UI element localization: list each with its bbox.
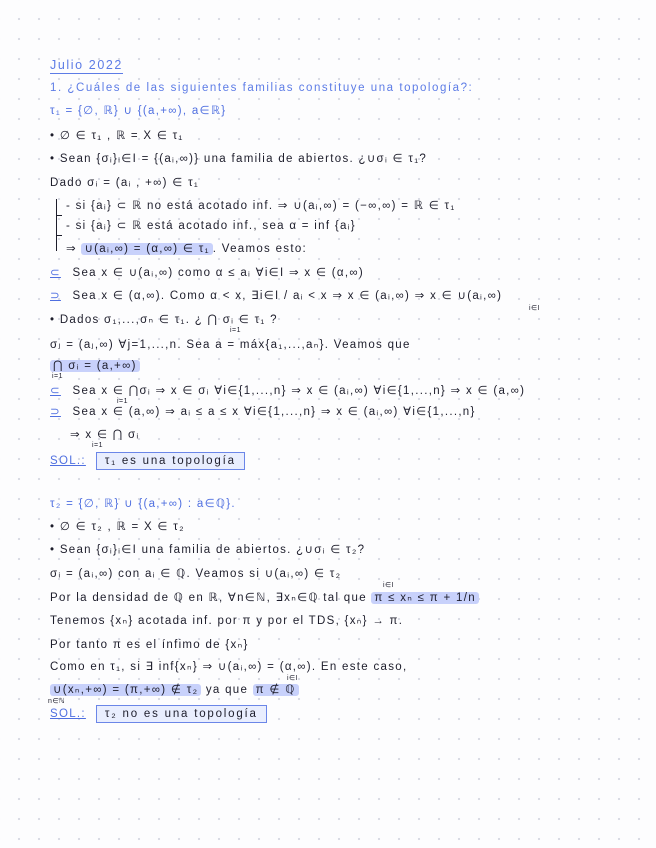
t1-intersection-claim bbox=[50, 358, 140, 374]
highlight-pi-irrational: π ∉ ℚ bbox=[253, 684, 299, 696]
highlight-union-result: ∪(aᵢ,∞) = (α,∞) ∈ τ₁ bbox=[81, 243, 212, 255]
t1-point-empty-set: • ∅ ∈ τ₁ , ℝ = X ∈ τ₁ bbox=[50, 130, 184, 142]
t1-point-union: • Sean {σᵢ}ᵢ∈I = {(aᵢ,∞)} una familia de abiertos. ¿∪σᵢ ∈ τ₁? bbox=[50, 153, 428, 165]
superset-tag: ⊃ bbox=[50, 290, 61, 302]
t1-solution bbox=[50, 452, 245, 470]
t1-intersection-subset: ⊂ Sea x ∈ ⋂σᵢ ⇒ x ∈ σᵢ ∀i∈{1,...,n} ⇒ x ∈ (aᵢ,∞) ∀i∈{1,...,n} ⇒ x ∈ (a,∞) bbox=[50, 385, 526, 397]
t1-define-max: σⱼ = (aⱼ,∞) ∀j=1,...,n. Sea a = máx{a₁,...,aₙ}. Veamos que bbox=[50, 339, 411, 351]
t2-check-union: σᵢ = (aᵢ,∞) con aᵢ ∈ ℚ. Veamos si ∪(aᵢ,∞) ∈ τ₂ bbox=[50, 568, 342, 580]
highlight-intersection-claim: ⋂ σᵢ = (a,+∞) bbox=[50, 360, 140, 372]
sol-label-2: SOL.: bbox=[50, 708, 86, 720]
t1-point-intersection: • Dados σ₁,...,σₙ ∈ τ₁. ¿ ⋂ σᵢ ∈ τ₁ ? bbox=[50, 314, 278, 326]
t1-intersection-conclusion: ⇒ x ∈ ⋂ σᵢ bbox=[70, 429, 140, 441]
t1-case-unbounded: - si {aᵢ} ⊂ ℝ no está acotado inf. ⇒ ∪(aᵢ,∞) = (−∞,∞) = ℝ ∈ τ₁ bbox=[66, 200, 456, 212]
highlight-density-bound: π ≤ xₙ ≤ π + 1/n bbox=[371, 592, 479, 604]
t1-definition: τ₁ = {∅, ℝ} ∪ {(a,+∞), a∈ℝ} bbox=[50, 105, 227, 117]
t1-claim-index: i=1 bbox=[52, 373, 64, 380]
t2-density: Por la densidad de ℚ en ℝ, ∀n∈ℕ, ∃xₙ∈ℚ tal que π ≤ xₙ ≤ π + 1/n bbox=[50, 590, 479, 606]
t2-point-empty-set: • ∅ ∈ τ₂ , ℝ = X ∈ τ₂ bbox=[50, 521, 185, 533]
solution-box: τ₁ es una topología bbox=[96, 452, 245, 470]
question-title: 1. ¿Cuáles de las siguientes familias constituye una topología?: bbox=[50, 82, 474, 94]
subset-tag: ⊂ bbox=[50, 267, 61, 279]
t2-counterexample: ∪(xₙ,+∞) = (π,+∞) ∉ τ₂ ya que π ∉ ℚ bbox=[50, 682, 299, 698]
date-heading: Julio 2022 bbox=[50, 58, 123, 72]
t2-solution bbox=[50, 705, 267, 723]
t1-case-bounded: - si {aᵢ} ⊂ ℝ está acotado inf., sea α = inf {aᵢ} bbox=[66, 220, 356, 232]
highlight-counterexample: ∪(xₙ,+∞) = (π,+∞) ∉ τ₂ bbox=[50, 684, 201, 696]
t1-subset-proof: ⊂ Sea x ∈ ∪(aᵢ,∞) como α ≤ aᵢ ∀i∈I ⇒ x ∈ (α,∞) bbox=[50, 267, 364, 279]
t2-infimum: Por tanto π es el ínfimo de {xₙ} bbox=[50, 639, 249, 651]
t1-conclusion-index: i=1 bbox=[92, 442, 104, 449]
t1-intersection-index: i=1 bbox=[230, 327, 242, 334]
t2-bounded-sequence: Tenemos {xₙ} acotada inf. por π y por el TDS, {xₙ} → π. bbox=[50, 615, 404, 627]
t2-point-union: • Sean {σᵢ}ᵢ∈I una familia de abiertos. ¿∪σᵢ ∈ τ₂? bbox=[50, 544, 366, 556]
t2-definition: τ₂ = {∅, ℝ} ∪ {(a,+∞) : a∈ℚ}. bbox=[50, 498, 236, 510]
t2-counterexample-index: n∈ℕ bbox=[48, 698, 66, 705]
case-brace bbox=[56, 199, 64, 251]
t2-union-index: i∈I bbox=[383, 582, 395, 589]
subset-tag-2: ⊂ bbox=[50, 385, 61, 397]
t2-as-in-t1-index: i∈I bbox=[287, 675, 299, 682]
t1-superset-index: i∈I bbox=[529, 305, 541, 312]
t1-subset-index: i=1 bbox=[117, 398, 129, 405]
solution-box-2: τ₂ no es una topología bbox=[96, 705, 267, 723]
t1-given: Dado σᵢ = (aᵢ , +∞) ∈ τ₁ bbox=[50, 177, 200, 189]
t2-as-in-t1: Como en τ₁, si ∃ inf{xₙ} ⇒ ∪(aᵢ,∞) = (α,∞). En este caso, bbox=[50, 661, 408, 673]
t1-intersection-superset: ⊃ Sea x ∈ (a,∞) ⇒ aᵢ ≤ a ≤ x ∀i∈{1,...,n} ⇒ x ∈ (aᵢ,∞) ∀i∈{1,...,n} bbox=[50, 406, 476, 418]
superset-tag-2: ⊃ bbox=[50, 406, 61, 418]
sol-label: SOL.: bbox=[50, 455, 86, 467]
t1-superset-proof: ⊃ Sea x ∈ (α,∞). Como α < x, ∃i∈I / aᵢ < x ⇒ x ∈ (aᵢ,∞) ⇒ x ∈ ∪(aᵢ,∞) bbox=[50, 290, 503, 302]
t1-case-bounded-result: ⇒ ∪(aᵢ,∞) = (α,∞) ∈ τ₁ . Veamos esto: bbox=[66, 243, 308, 255]
